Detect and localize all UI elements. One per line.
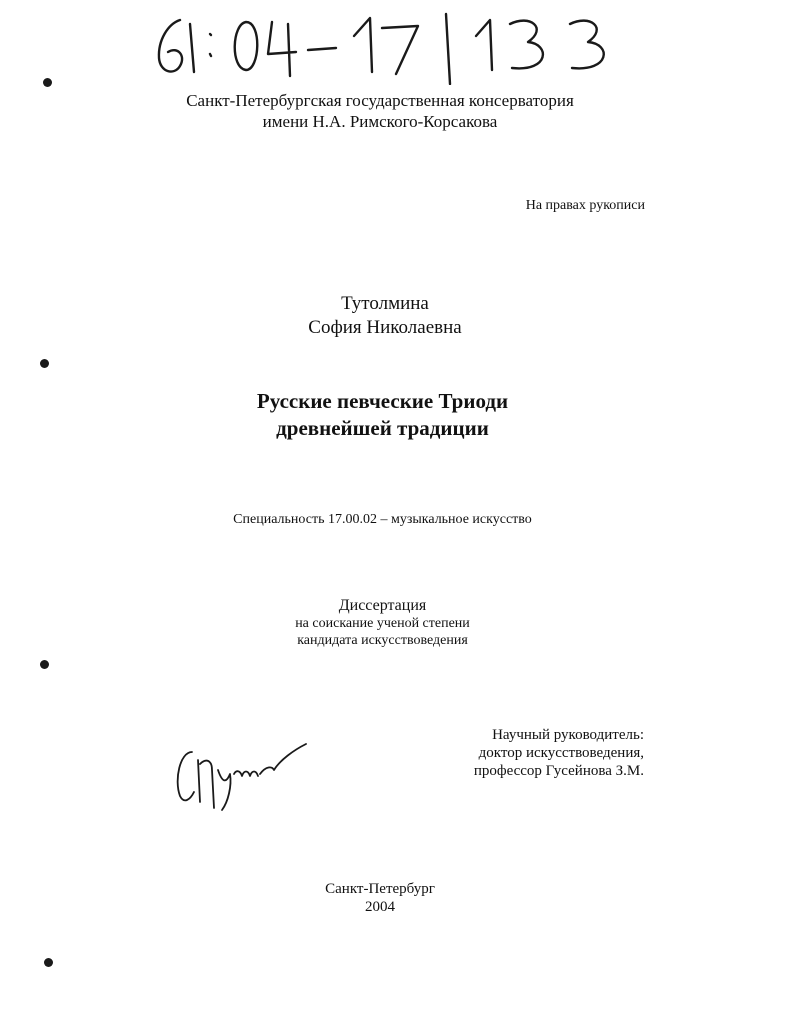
footer-city: Санкт-Петербург xyxy=(325,881,435,897)
supervisor-label: Научный руководитель: xyxy=(492,727,644,743)
punch-hole xyxy=(43,78,52,87)
supervisor xyxy=(430,726,644,780)
dissertation-heading: Диссертация xyxy=(338,597,427,614)
title-line-2: древнейшей традиции xyxy=(276,416,489,440)
handwritten-archive-code xyxy=(150,10,630,85)
title-line-1: Русские певческие Триоди xyxy=(256,389,509,413)
author xyxy=(230,292,540,340)
institution-name: Санкт-Петербургская государственная консерватория xyxy=(186,91,574,110)
punch-hole xyxy=(40,359,49,368)
footer xyxy=(260,880,500,916)
author-signature xyxy=(170,730,310,815)
author-surname: Тутолмина xyxy=(341,293,429,314)
dissertation-block xyxy=(230,596,535,649)
dissertation-title xyxy=(150,388,615,442)
degree-line-1: на соискание ученой степени xyxy=(295,616,470,631)
author-name: София Николаевна xyxy=(308,317,462,338)
degree-line-2: кандидата искусствоведения xyxy=(297,633,468,648)
punch-hole xyxy=(44,958,53,967)
supervisor-degree: доктор искусствоведения, xyxy=(478,745,644,761)
manuscript-rights: На правах рукописи xyxy=(525,198,645,213)
specialty: Специальность 17.00.02 – музыкальное искусство xyxy=(233,512,532,527)
institution-honorific: имени Н.А. Римского-Корсакова xyxy=(262,112,498,131)
footer-year: 2004 xyxy=(365,899,395,915)
punch-hole xyxy=(40,660,49,669)
institution xyxy=(120,90,640,132)
supervisor-name: профессор Гусейнова З.М. xyxy=(473,763,644,779)
